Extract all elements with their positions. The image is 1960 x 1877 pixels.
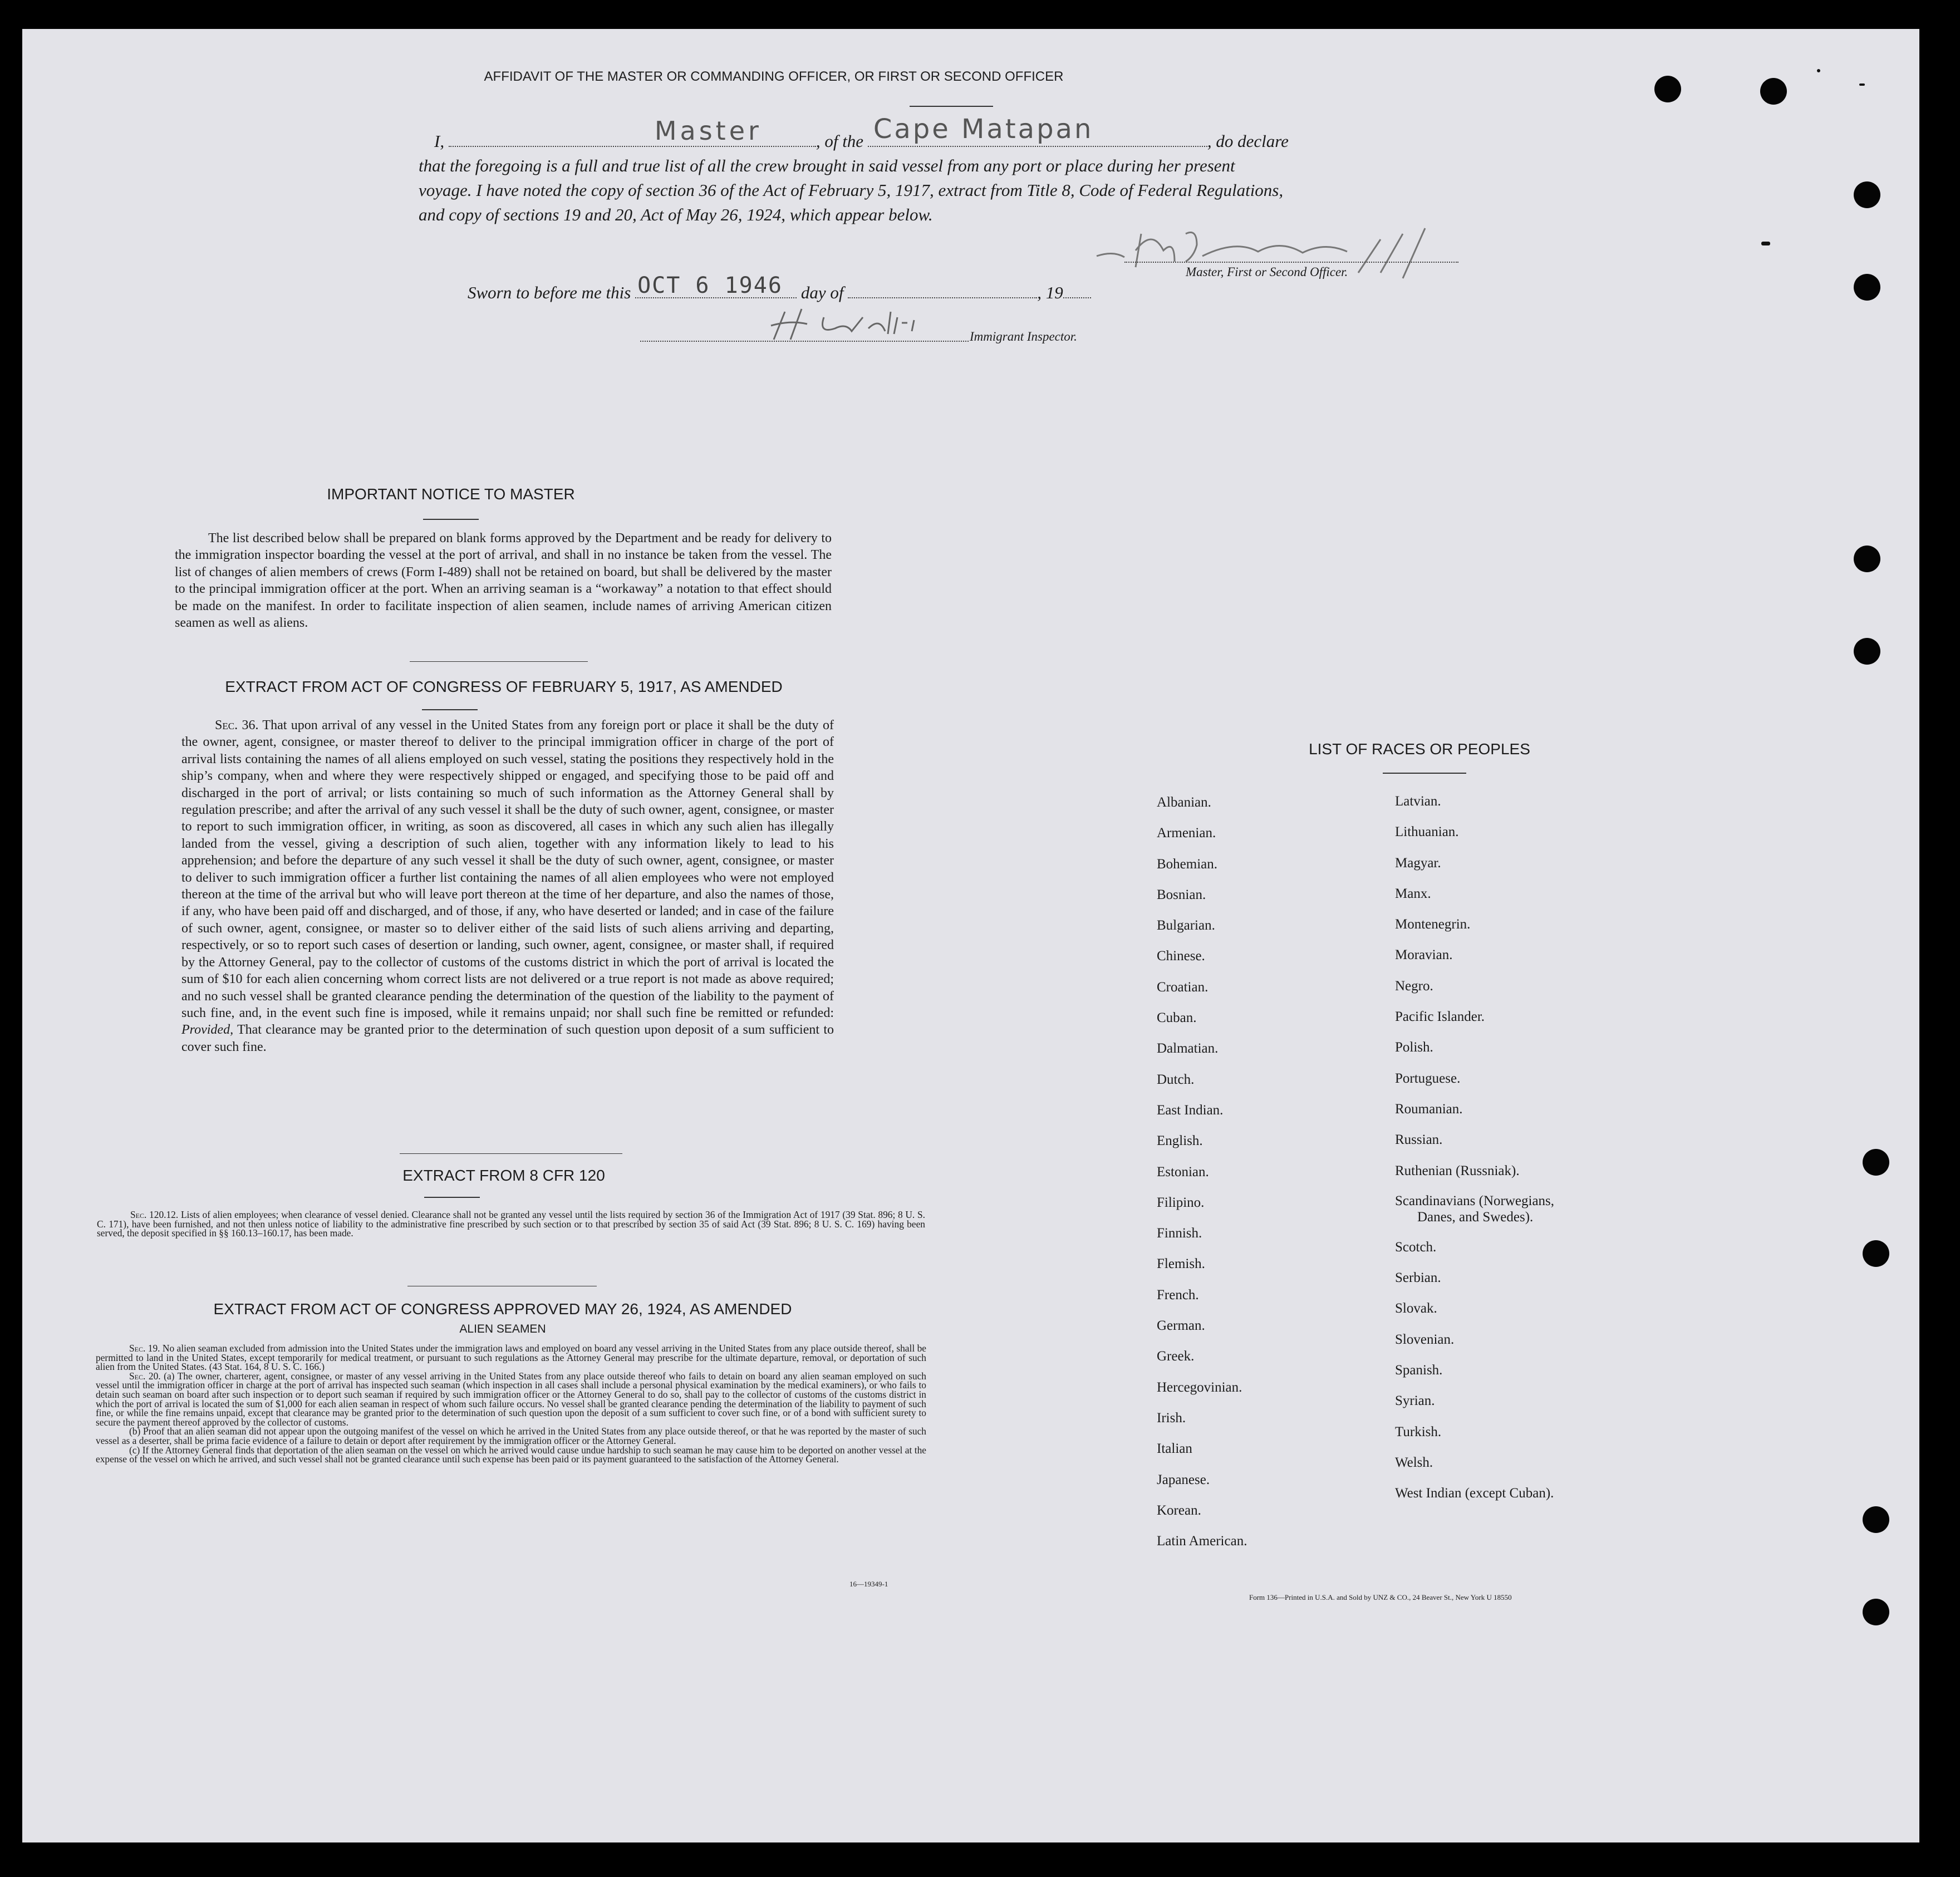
race-item: Magyar. [1395, 855, 1441, 871]
sec-120-body: Lists of alien employees; when clearance of vessel denied. Clearance shall not be granted any vessel until the lists required by section 36 of the Immigration Act of 1917 (39 Stat. 896; 8 U. S. C. 171), have been furnished, and not then unless notice of liability to the administrative fine prescribed by such section or to that prescribed by section 35 of said Act (39 Stat. 896; 8 U. S. C. 169) having been served, the deposit specified in §§ 160.13–160.17, has been made. [97, 1209, 925, 1239]
race-item: Dalmatian. [1157, 1041, 1219, 1057]
punch-hole [1863, 1149, 1889, 1176]
punch-hole [1854, 274, 1880, 301]
declaration-suffix: , do declare [1207, 131, 1289, 151]
declaration-line-1 [434, 114, 1492, 151]
sec-120-label: Sec. 120.12. [130, 1209, 179, 1220]
date-stamp: OCT 6 1946 [637, 273, 783, 298]
race-item: Slovenian. [1395, 1331, 1455, 1347]
race-item: Syrian. [1395, 1393, 1435, 1409]
sec-20c-body: (c) If the Attorney General finds that deportation of the alien seaman on the vessel on which he arrived would cause undue hardship to such seaman he may cause him to be deported on another vessel at the expense of the vessel on which he arrived, and such vessel shall not be granted clearance until such expense has been paid or its payment guaranteed to the satisfaction of the Attorney General. [96, 1444, 926, 1465]
sec-19-body: No alien seaman excluded from admission into the United States under the immigration laws and employed on board any vessel arriving in the United States from any place outside thereof, shall be permitted to land in the United States, except temporarily for medical treatment, or pursuant to such regulations as the Attorney General may prescribe for the ultimate departure, removal, or deportation of such alien from the United States. (43 Stat. 164, 8 U. S. C. 166.) [96, 1343, 926, 1373]
race-item: Albanian. [1157, 795, 1211, 810]
races-rule [1383, 773, 1466, 774]
race-item: Serbian. [1395, 1270, 1441, 1286]
race-item: Irish. [1157, 1410, 1186, 1426]
day-of-label: day of [800, 283, 844, 302]
notice-title: IMPORTANT NOTICE TO MASTER [327, 485, 575, 503]
race-item: Bohemian. [1157, 856, 1218, 872]
form-imprint: Form 136—Printed in U.S.A. and Sold by UNZ & CO., 24 Beaver St., New York U 18550 [1249, 1593, 1512, 1601]
ink-speck [1761, 242, 1770, 245]
punch-hole [1854, 181, 1880, 208]
declaration-of-the: , of the [816, 131, 864, 151]
extract-1924-subtitle: ALIEN SEAMEN [459, 1323, 546, 1335]
race-item-cont: Danes, and Swedes). [1417, 1209, 1534, 1225]
race-item: Bosnian. [1157, 887, 1206, 902]
race-item: French. [1157, 1287, 1199, 1303]
notice-paragraph: The list described below shall be prepared on blank forms approved by the Department and be ready for delivery to the immigration inspector boarding the vessel at the port of arrival, and shall in no instance be taken from the vessel. The list of changes of alien members of crews (Form I-489) shall not be retained on board, but shall be delivered by the master to the principal immigration officer at the port. When an arriving seaman is a “workaway” a notation to that effect should be made on the manifest. In order to facilitate inspection of alien seamen, include names of arriving American citizen seamen as well as aliens. [175, 531, 832, 631]
extract-cfr-rule [424, 1197, 480, 1198]
race-item: Russian. [1395, 1132, 1443, 1148]
race-item: Dutch. [1157, 1072, 1195, 1087]
race-item: West Indian (except Cuban). [1395, 1486, 1554, 1501]
sec-36-body: That upon arrival of any vessel in the United States from any foreign port or place it shall be the duty of the owner, agent, consignee, or master thereof to deliver to the principal immigration officer in charge of the port of arrival lists containing the names of all aliens employed on such vessel, stating the positions they respectively hold in the ship’s company, when and where they were respectively shipped or engaged, and specifying those to be paid off and discharged in the port of arrival; or lists containing so much of such information as the Attorney General shall by regulation prescribe; and after the arrival of any such vessel it shall be the duty of such owner, agent, consignee, or master to report to such immigration officer, in writing, as soon as discovered, all cases in which any such alien has illegally landed from the vessel, giving a description of such alien, together with any information likely to lead to his apprehension; and before the departure of any such vessel it shall be the duty of such owner, agent, consignee, or master to deliver to such immigration officer a further list containing the names of all alien employees who were not employed thereon at the time of the arrival but who will leave port thereon at the time of her departure, and also the names of those, if any, who have been paid off and discharged, and of those, if any, who have deserted or landed; and in case of the failure of such owner, agent, consignee, or master so to deliver either of the said lists of such aliens arriving and departing, respectively, or so to report such cases of desertion or landing, such owner, agent, consignee, or master shall, if required by the Attorney General, pay to the collector of customs of the customs district in which the port of arrival is located the sum of $10 for each alien concerning whom correct lists are not delivered or a true report is not made as above required; and no such vessel shall be granted clearance pending the determination of the question of the liability to the payment of such fine, and, in the event such fine is imposed, while it remains unpaid; nor shall such fine be remitted or refunded: [181, 718, 834, 1020]
extract-1917-title: EXTRACT FROM ACT OF CONGRESS OF FEBRUARY 5, 1917, AS AMENDED [225, 678, 783, 695]
punch-hole [1854, 546, 1880, 572]
signature-line [1124, 262, 1458, 263]
race-item: Scotch. [1395, 1239, 1437, 1255]
race-item: English. [1157, 1133, 1203, 1149]
race-item: Welsh. [1395, 1455, 1433, 1470]
sec-36-label: Sec. 36. [215, 718, 259, 733]
race-item: Lithuanian. [1395, 824, 1459, 840]
race-item-scandinavians [1395, 1186, 1554, 1232]
divider [410, 661, 588, 662]
race-item: Manx. [1395, 886, 1431, 901]
affidavit-title: AFFIDAVIT OF THE MASTER OR COMMANDING OFFICER, OR FIRST OR SECOND OFFICER [484, 69, 1064, 84]
extract-cfr-text [97, 1210, 925, 1238]
inspector-line [640, 341, 969, 342]
race-item: Italian [1157, 1441, 1192, 1457]
race-item: Scandinavians (Norwegians, [1395, 1193, 1555, 1208]
race-item: Hercegovinian. [1157, 1379, 1242, 1395]
race-item: East Indian. [1157, 1102, 1224, 1118]
race-item: Montenegrin. [1395, 917, 1471, 932]
race-item: Ruthenian (Russniak). [1395, 1163, 1520, 1178]
races-right-column [1395, 786, 1554, 1509]
race-item: Polish. [1395, 1040, 1433, 1055]
declaration-prefix: I, [434, 131, 445, 151]
race-item: Armenian. [1157, 826, 1216, 841]
race-item: Cuban. [1157, 1010, 1197, 1026]
document-page [22, 29, 1919, 1842]
race-item: Korean. [1157, 1502, 1201, 1518]
date-field [635, 273, 797, 298]
race-item: Finnish. [1157, 1226, 1202, 1241]
race-item: Croatian. [1157, 979, 1209, 995]
form-number: 16—19349-1 [849, 1580, 888, 1588]
race-item: Chinese. [1157, 949, 1205, 964]
race-item: Bulgarian. [1157, 918, 1215, 933]
sec-36-end: That clearance may be granted prior to the determination of such question upon deposit of a sum sufficient to cover such fine. [181, 1023, 834, 1054]
handwritten-vessel: Cape Matapan [873, 114, 1094, 145]
declaration-line-2: that the foregoing is a full and true list of all the crew brought in said vessel from any port or place during her present [419, 156, 1235, 175]
sec-20b-body: (b) Proof that an alien seaman did not appear upon the outgoing manifest of the vessel on which he arrived in the United States from any place outside thereof, or that he was reported by the master of such vessel as a deserter, shall be prima facie evidence of a failure to detain or deport after requirement by the immigration officer or the Attorney General. [96, 1426, 926, 1446]
race-item: Slovak. [1395, 1301, 1437, 1316]
punch-hole [1854, 638, 1880, 665]
race-item: Portuguese. [1395, 1070, 1461, 1086]
year-prefix: , 19 [1037, 283, 1063, 302]
vessel-field [868, 114, 1207, 147]
ink-speck [1817, 69, 1820, 72]
race-item: Filipino. [1157, 1195, 1205, 1210]
punch-hole [1863, 1240, 1889, 1267]
notice-rule [423, 519, 479, 520]
month-field [848, 283, 1037, 298]
race-item: Greek. [1157, 1349, 1195, 1364]
notice-text [175, 530, 832, 631]
handwritten-name: Master [654, 116, 762, 146]
race-item: Flemish. [1157, 1256, 1205, 1272]
sworn-prefix: Sworn to before me this [468, 283, 631, 302]
year-field [1063, 283, 1091, 298]
name-field [449, 116, 816, 147]
ink-speck [1859, 83, 1865, 86]
sec-20-label: Sec. 20. [129, 1370, 161, 1382]
sec-20a-body: (a) The owner, charterer, agent, consignee, or master of any vessel arriving in the United States from any place outside thereof who fails to detain on board any alien seaman employed on such vessel until the immigration officer in charge at the port of arrival has inspected such seaman (which inspection in all cases shall include a personal physical examination by the medical examiners), or who fails to detain such seaman on board after such inspection or to deport such seaman if required by such immigration officer or the Attorney General to do so, shall pay to the collector of customs of the customs district in which the port of arrival is located the sum of $1,000 for each alien seaman in respect of whom such failure occurs. No vessel shall be granted clearance pending the determination of the liability to payment of such fine, or while the fine remains unpaid, except that clearance may be granted prior to the determination of such question upon the deposit of a sum sufficient to cover such fine, or of a bond with sufficient surety to secure the payment thereof approved by the collector of customs. [96, 1370, 926, 1428]
signature-caption: Master, First or Second Officer. [1186, 265, 1348, 279]
punch-hole [1863, 1599, 1889, 1625]
inspector-caption: Immigrant Inspector. [970, 330, 1077, 343]
race-item: German. [1157, 1318, 1205, 1334]
race-item: Latin American. [1157, 1534, 1247, 1549]
extract-1924-text [96, 1344, 926, 1464]
extract-cfr-title: EXTRACT FROM 8 CFR 120 [402, 1167, 605, 1184]
extract-1917-rule [422, 709, 478, 710]
divider [400, 1153, 622, 1154]
race-item: Estonian. [1157, 1164, 1209, 1180]
race-item: Latvian. [1395, 794, 1441, 809]
race-item: Negro. [1395, 978, 1433, 994]
punch-hole [1654, 76, 1681, 102]
race-item: Turkish. [1395, 1424, 1442, 1439]
inspector-signature [768, 301, 935, 345]
races-left-column [1157, 787, 1247, 1556]
race-item: Roumanian. [1395, 1101, 1463, 1117]
races-title: LIST OF RACES OR PEOPLES [1309, 740, 1530, 758]
sworn-line [468, 273, 1091, 303]
title-rule [910, 106, 993, 107]
punch-hole [1760, 78, 1787, 105]
race-item: Japanese. [1157, 1472, 1210, 1487]
punch-hole [1863, 1506, 1889, 1533]
declaration-line-3: voyage. I have noted the copy of section 36 of the Act of February 5, 1917, extract from Title 8, Code of Federal Regulations, [419, 180, 1284, 200]
sec-19-label: Sec. 19. [129, 1343, 160, 1354]
extract-1917-text [181, 717, 834, 1055]
declaration-line-4: and copy of sections 19 and 20, Act of May 26, 1924, which appear below. [419, 205, 933, 224]
sec-36-provided: Provided, [181, 1023, 234, 1038]
extract-1924-title: EXTRACT FROM ACT OF CONGRESS APPROVED MAY 26, 1924, AS AMENDED [213, 1300, 792, 1318]
race-item: Moravian. [1395, 947, 1453, 963]
race-item: Spanish. [1395, 1363, 1443, 1378]
race-item: Pacific Islander. [1395, 1009, 1485, 1025]
